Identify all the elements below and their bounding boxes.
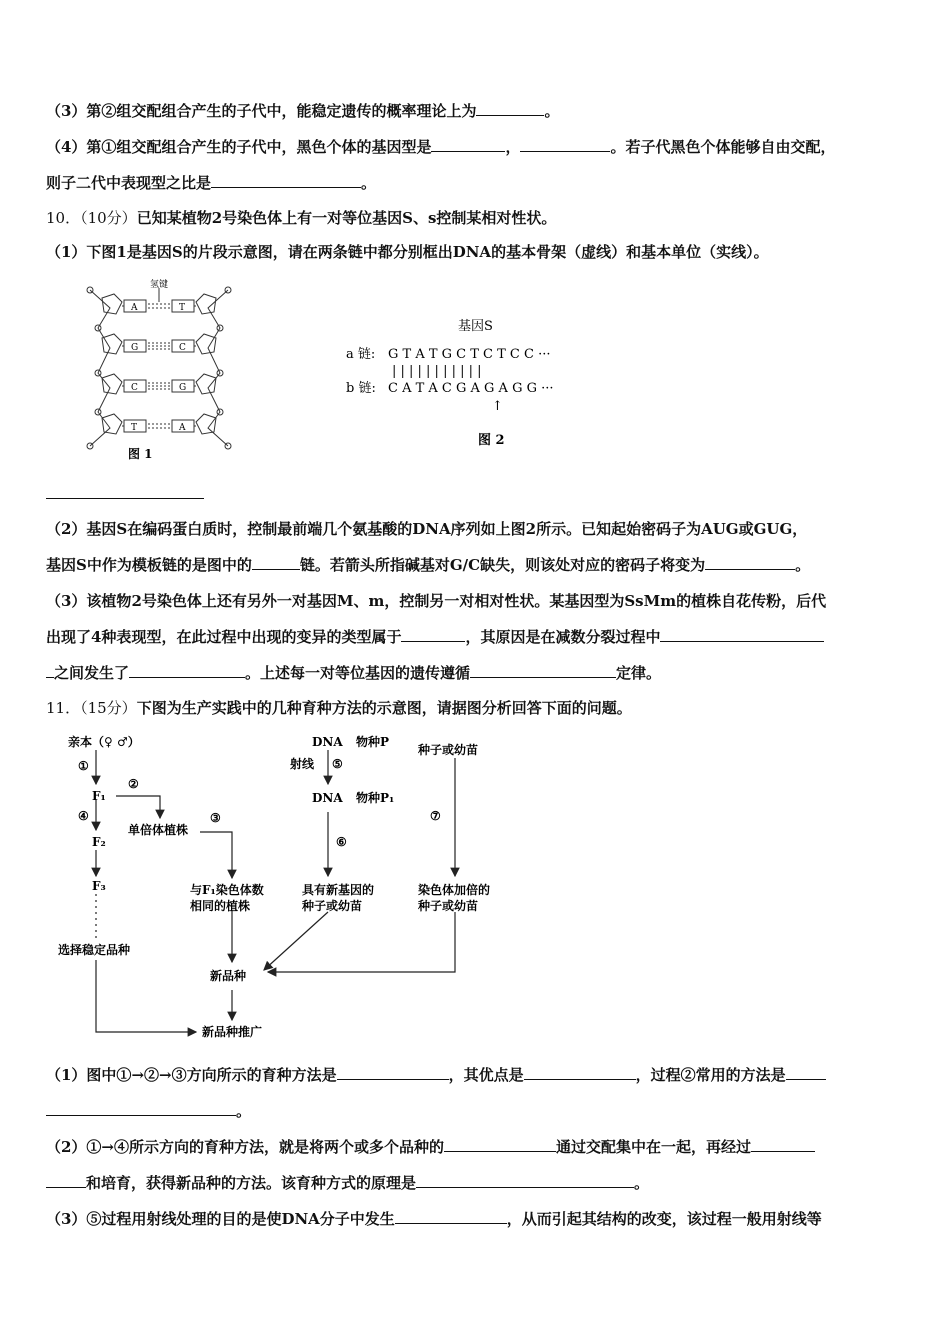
strand-a-label: a 链: xyxy=(346,347,376,362)
answer-blank[interactable] xyxy=(46,1100,236,1116)
answer-blank[interactable] xyxy=(660,626,824,642)
figure-1-caption: 图 1 xyxy=(128,447,153,461)
step-5: ⑤ xyxy=(332,757,343,771)
doubled-label-2: 种子或幼苗 xyxy=(418,899,479,913)
species-p-label: 物种P xyxy=(356,735,390,749)
strand-b-sequence: C A T A C G A G A G G ··· xyxy=(388,381,554,396)
base-right-4: A xyxy=(179,423,186,433)
q9-part3: （3）第②组交配组合产生的子代中，能稳定遗传的概率理论上为 。 xyxy=(46,102,560,120)
step-4: ④ xyxy=(78,809,89,823)
answer-blank[interactable] xyxy=(470,662,616,678)
promote-label: 新品种推广 xyxy=(202,1025,263,1039)
answer-blank[interactable] xyxy=(476,100,544,116)
figure-2-caption: 图 2 xyxy=(478,433,505,448)
figure-2-gene-sequence xyxy=(340,312,600,452)
strand-a-sequence: G T A T G C T C T C C ··· xyxy=(388,347,551,362)
same-chrom-label-2: 相同的植株 xyxy=(190,899,251,913)
answer-blank[interactable] xyxy=(46,1172,86,1188)
q9-part4-cont: 则子二代中表现型之比是 。 xyxy=(46,174,377,192)
answer-blank[interactable] xyxy=(46,662,54,678)
q11-part2: （2）①→④所示方向的育种方法，就是将两个或多个品种的 通过交配集中在一起，再经过 xyxy=(46,1136,910,1158)
step-3: ③ xyxy=(210,811,221,825)
q11-part3: （3）⑤过程用射线处理的目的是使DNA分子中发生 ，从而引起其结构的改变，该过程一般用射线等 xyxy=(46,1210,822,1228)
q10-part2-cont: 基因S中作为模板链的是图中的 链。若箭头所指碱基对G/C缺失，则该处对应的密码子将变为 。 xyxy=(46,556,811,574)
pairing-bars: | | | | | | | | | | | xyxy=(392,364,482,379)
new-variety-label: 新品种 xyxy=(210,969,247,983)
q11-part1-cont: 。 xyxy=(46,1100,910,1122)
f2-label: F₂ xyxy=(92,835,106,849)
answer-blank[interactable] xyxy=(705,554,795,570)
answer-blank[interactable] xyxy=(395,1208,507,1224)
f1-label: F₁ xyxy=(92,789,106,803)
answer-blank[interactable] xyxy=(337,1064,449,1080)
new-gene-label-2: 种子或幼苗 xyxy=(302,899,363,913)
doubled-label-1: 染色体加倍的 xyxy=(418,883,491,897)
answer-line[interactable] xyxy=(46,498,204,499)
answer-blank[interactable] xyxy=(431,136,505,152)
answer-blank[interactable] xyxy=(751,1136,815,1152)
select-stable-label: 选择稳定品种 xyxy=(58,943,131,957)
dna-p1-label: DNA xyxy=(312,791,343,805)
step-6: ⑥ xyxy=(336,835,347,849)
figure-2-title: 基因S xyxy=(458,319,493,334)
strand-b-label: b 链: xyxy=(346,381,376,396)
answer-blank[interactable] xyxy=(401,626,465,642)
f3-label: F₃ xyxy=(92,879,106,893)
q10-part3-end: 之间发生了 。上述每一对等位基因的遗传遵循 定律。 xyxy=(46,662,910,684)
answer-blank[interactable] xyxy=(786,1064,826,1080)
q10-part2: （2）基因S在编码蛋白质时，控制最前端几个氨基酸的DNA序列如上图2所示。已知起始密码子为AUG或GUG， xyxy=(46,520,808,538)
answer-blank[interactable] xyxy=(524,1064,636,1080)
answer-blank[interactable] xyxy=(520,136,610,152)
answer-blank[interactable] xyxy=(211,172,361,188)
q11-part2-cont: 和培育，获得新品种的方法。该育种方式的原理是 。 xyxy=(46,1172,910,1194)
base-right-3: G xyxy=(179,383,187,393)
species-p1-label: 物种P₁ xyxy=(356,791,395,805)
dna-p-label: DNA xyxy=(312,735,343,749)
haploid-label: 单倍体植株 xyxy=(128,823,189,837)
base-right-1: T xyxy=(179,303,186,313)
deletion-arrow: ↑ xyxy=(492,399,503,414)
radiation-label: 射线 xyxy=(290,757,315,771)
q11-part1: （1）图中①→②→③方向所示的育种方法是 ，其优点是 ，过程②常用的方法是 xyxy=(46,1064,910,1086)
same-chrom-label-1: 与F₁染色体数 xyxy=(190,883,264,897)
answer-blank[interactable] xyxy=(416,1172,634,1188)
answer-blank[interactable] xyxy=(129,662,245,678)
hbond-label: 氢键 xyxy=(150,280,169,290)
breeding-flow-diagram xyxy=(50,728,520,1046)
answer-blank[interactable] xyxy=(252,554,300,570)
answer-blank[interactable] xyxy=(444,1136,556,1152)
step-1: ① xyxy=(78,759,89,773)
base-left-1: A xyxy=(131,303,138,313)
seed-top-label: 种子或幼苗 xyxy=(418,743,479,757)
base-right-2: C xyxy=(179,343,186,353)
base-left-2: G xyxy=(131,343,139,353)
base-left-4: T xyxy=(131,423,138,433)
q9-part4: （4）第①组交配组合产生的子代中，黑色个体的基因型是 ， 。若子代黑色个体能够自由交配， xyxy=(46,138,836,156)
q10-heading: 10．（10分）已知某植物2号染色体上有一对等位基因S、s控制某相对性状。 xyxy=(46,209,557,227)
q10-part3: （3）该植物2号染色体上还有另外一对基因M、m，控制另一对相对性状。某基因型为SsMm的植株自花传粉，后代 xyxy=(46,592,827,610)
step-7: ⑦ xyxy=(430,809,441,823)
step-2: ② xyxy=(128,777,139,791)
q11-heading: 11．（15分）下图为生产实践中的几种育种方法的示意图，请据图分析回答下面的问题。 xyxy=(46,699,632,717)
q10-part3-cont: 出现了4种表现型，在此过程中出现的变异的类型属于 ，其原因是在减数分裂过程中 xyxy=(46,626,910,648)
q10-part1: （1）下图1是基因S的片段示意图，请在两条链中都分别框出DNA的基本骨架（虚线）和基本单位（实线）。 xyxy=(46,243,769,261)
figure-1-dna-diagram xyxy=(80,278,240,466)
parents-label: 亲本（♀ ♂） xyxy=(68,735,140,749)
new-gene-label-1: 具有新基因的 xyxy=(302,883,375,897)
base-left-3: C xyxy=(131,383,138,393)
